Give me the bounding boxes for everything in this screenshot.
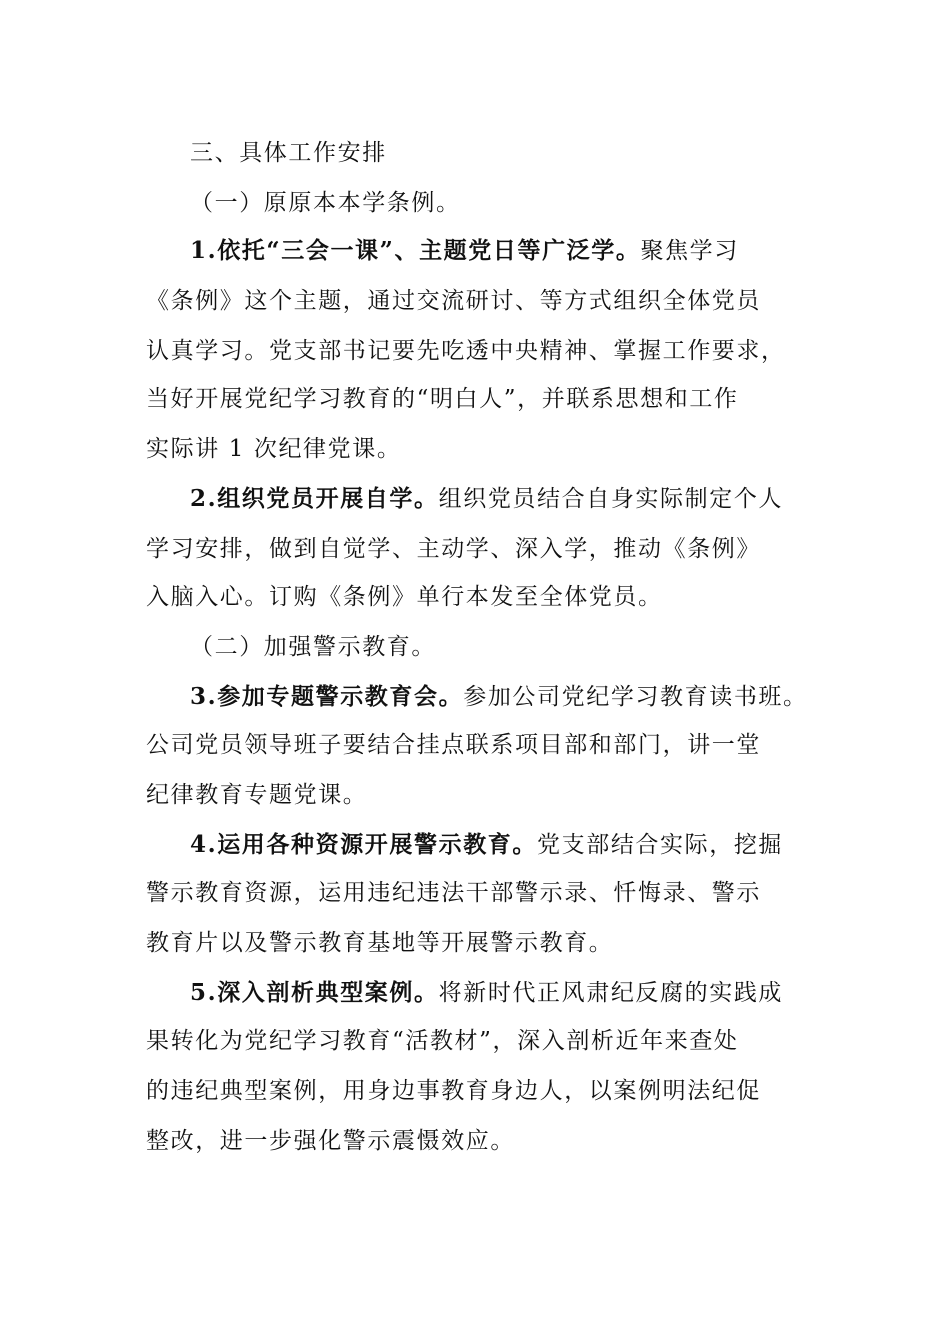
item-1-line-4-text: 当好开展党纪学习教育的“明白人”，并联系思想和工作: [146, 386, 739, 412]
item-2-title: 2.组织党员开展自学。: [190, 485, 439, 512]
item-3-line-1: [190, 682, 808, 712]
item-1-line-5: [146, 434, 401, 464]
item-4-line-1: [190, 830, 783, 860]
item-5-text: 将新时代正风肃纪反腐的实践成: [438, 980, 784, 1006]
item-3-line-2-text: 公司党员领导班子要结合挂点联系项目部和部门，讲一堂: [146, 732, 761, 758]
item-1-line-2-text: 《条例》这个主题，通过交流研讨、等方式组织全体党员: [146, 288, 761, 314]
item-5-line-4: [146, 1126, 515, 1156]
item-4-line-3: [146, 928, 613, 958]
subsection-heading-2-text: （二）加强警示教育。: [190, 634, 436, 660]
item-2-line-2: [146, 534, 761, 564]
section-heading-text: 三、具体工作安排: [190, 140, 387, 166]
item-4-line-2: [146, 878, 761, 908]
item-5-line-2: [146, 1026, 739, 1056]
item-3-text: 参加公司党纪学习教育读书班。: [463, 684, 808, 710]
subsection-heading-1: [190, 188, 461, 218]
item-3-line-2: [146, 730, 761, 760]
item-4-line-2-text: 警示教育资源，运用违纪违法干部警示录、忏悔录、警示: [146, 880, 761, 906]
item-1-line-5-text: 实际讲 1 次纪律党课。: [146, 436, 402, 462]
item-5-line-4-text: 整改，进一步强化警示震慑效应。: [146, 1128, 515, 1154]
item-2-line-2-text: 学习安排，做到自觉学、主动学、深入学，推动《条例》: [146, 536, 761, 562]
item-2-text: 组织党员结合自身实际制定个人: [438, 486, 784, 512]
item-1-line-3: [146, 336, 786, 366]
item-4-title: 4.运用各种资源开展警示教育。: [190, 831, 538, 858]
item-1-line-4: [146, 384, 739, 414]
item-3-title: 3.参加专题警示教育会。: [190, 683, 464, 710]
item-5-line-1: [190, 978, 783, 1008]
item-5-line-3-text: 的违纪典型案例，用身边事教育身边人，以案例明法纪促: [146, 1078, 761, 1104]
item-1-text: 聚焦学习: [640, 238, 739, 264]
item-1-title: 1.依托“三会一课”、主题党日等广泛学。: [190, 237, 641, 264]
item-1-line-2: [146, 286, 761, 316]
section-heading: [190, 138, 387, 168]
subsection-heading-1-text: （一）原原本本学条例。: [190, 190, 461, 216]
subsection-heading-2: [190, 632, 436, 662]
item-1-line-1: [190, 236, 739, 266]
item-4-line-3-text: 教育片以及警示教育基地等开展警示教育。: [146, 930, 614, 956]
item-4-text: 党支部结合实际，挖掘: [537, 832, 784, 858]
item-2-line-3-text: 入脑入心。订购《条例》单行本发至全体党员。: [146, 584, 663, 610]
item-3-line-3: [146, 780, 367, 810]
item-5-title: 5.深入剖析典型案例。: [190, 979, 439, 1006]
item-2-line-3: [146, 582, 663, 612]
item-2-line-1: [190, 484, 783, 514]
item-1-line-3-text: 认真学习。党支部书记要先吃透中央精神、掌握工作要求，: [146, 338, 786, 364]
item-3-line-3-text: 纪律教育专题党课。: [146, 782, 368, 808]
item-5-line-3: [146, 1076, 761, 1106]
item-5-line-2-text: 果转化为党纪学习教育“活教材”，深入剖析近年来查处: [146, 1028, 739, 1054]
